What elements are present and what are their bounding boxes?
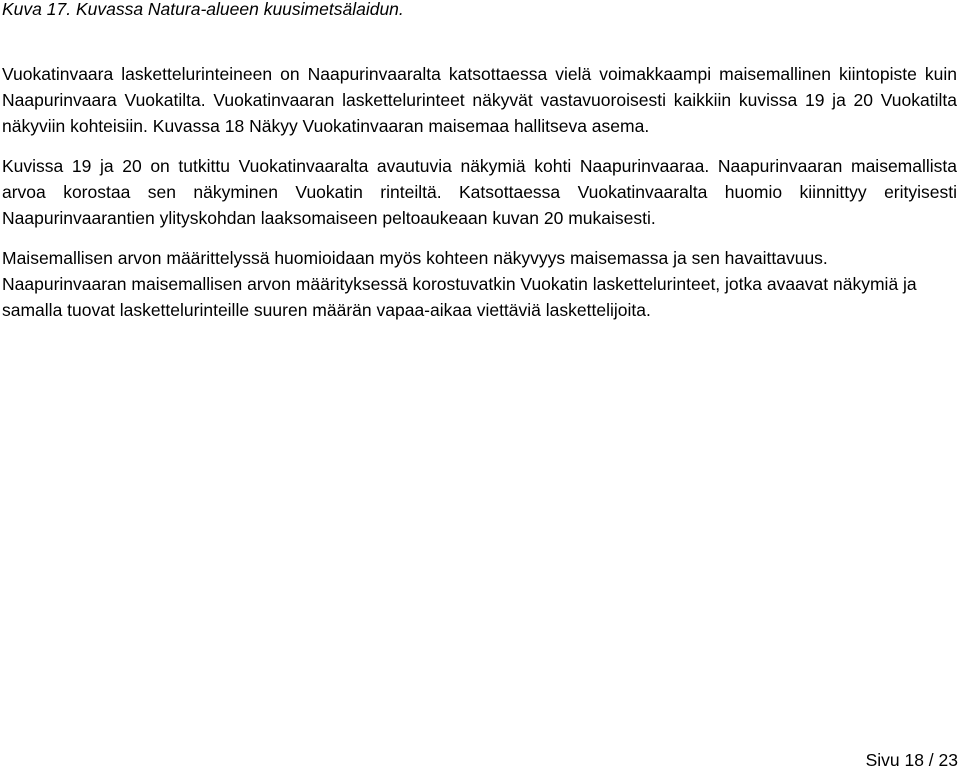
paragraph: Maisemallisen arvon määrittelyssä huomioidaan myös kohteen näkyvyys maisemassa ja sen havaittavuus. Naapurinvaaran maisemallisen arvon määrityksessä korostuvatkin Vuokatin laskettelurinteet, jotka avaavat näkymiä ja samalla tuovat laskettelurinteille suuren määrän vapaa-aikaa viettäviä laskettelijoita. [2,248,917,320]
page-number: Sivu 18 / 23 [865,750,958,770]
document-body [2,61,957,337]
paragraph: Vuokatinvaara laskettelurinteineen on Naapurinvaaralta katsottaessa vielä voimakkaampi maisemallinen kiintopiste kuin Naapurinvaara Vuokatilta. Vuokatinvaaran laskettelurinteet näkyvät vastavuoroisesti kaikkiin kuvissa 19 ja 20 Vuokatilta näkyviin kohteisiin. Kuvassa 18 Näkyy Vuokatinvaaran maisemaa hallitseva asema. [2,64,957,136]
paragraph: Kuvissa 19 ja 20 on tutkittu Vuokatinvaaralta avautuvia näkymiä kohti Naapurinvaaraa. Naapurinvaaran maisemallista arvoa korostaa sen näkyminen Vuokatin rinteiltä. Katsottaessa Vuokatinvaaralta huomio kiinnittyy erityisesti Naapurinvaarantien ylityskohdan laaksomaiseen peltoaukeaan kuvan 20 mukaisesti. [2,156,957,228]
figure-caption: Kuva 17. Kuvassa Natura-alueen kuusimetsälaidun. [2,0,404,19]
